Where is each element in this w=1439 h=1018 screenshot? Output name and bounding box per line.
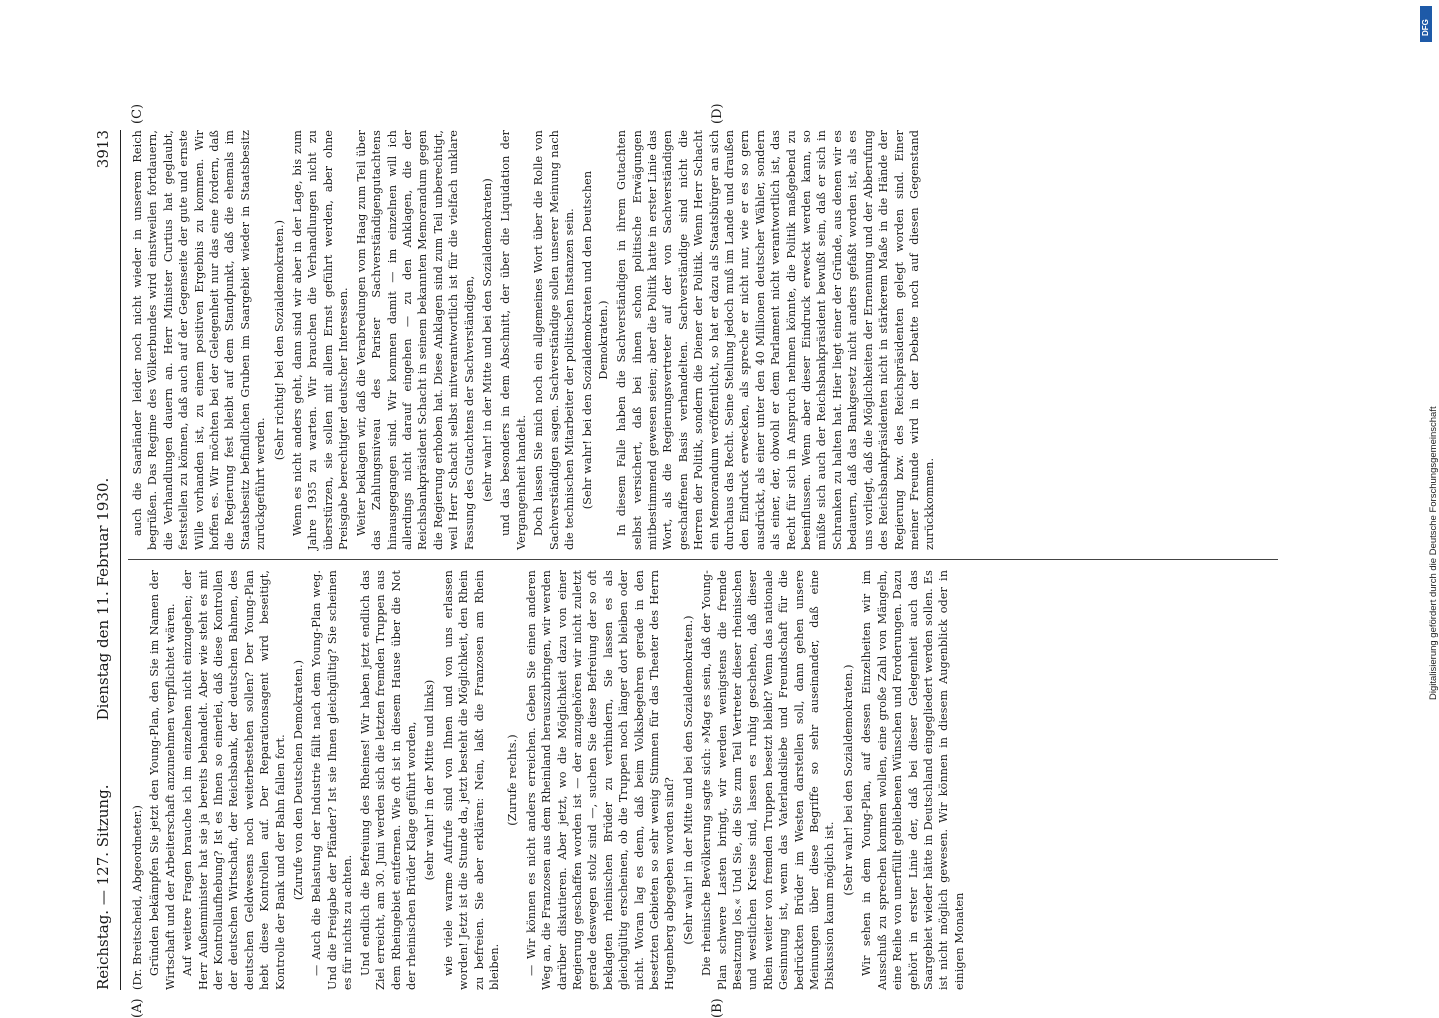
header-date: Dienstag den 11. Februar 1930. — [94, 477, 112, 721]
interjection: (sehr wahr! in der Mitte und links) — [423, 679, 437, 881]
column-left — [130, 570, 969, 990]
paragraph: wie viele warme Aufrufe sind von Ihnen und von uns erlassen worden! Jetzt ist die Stunde da, jetzt besteht die Möglichkeit, den Rhein zu befreien. Sie aber erklären: Nein, laßt die Franzosen am Rhein bleiben. — [441, 570, 501, 990]
paragraph: und das besonders in dem Abschnitt, der über die Liquidation der Vergangenheit handelt. — [499, 130, 528, 550]
paragraph: Die rheinische Bevölkerung sagte sich: »Mag es sein, daß der Young-Plan schwere Lasten bringt, wir werden wenigstens die fremde Besatzung los.« Und Sie, die Sie zum Teil Vertreter dieser rheinischen und westlichen Kreise sind, lassen es ruhig geschehen, daß dieser Rhein weiter von fremden Truppen besetzt bleibt? Wenn das nationale Gesinnung ist, wenn das Vaterlandsliebe und Freundschaft für die bedrückten Brüder im Westen darstellen soll, dann gehen unsere Meinungen über diese Begriffe so sehr auseinander, daß eine Diskussion kaum möglich ist. — [700, 570, 837, 990]
header-rule — [120, 130, 121, 990]
speaker-line: (Dr. Breitscheid, Abgeordneter.) — [131, 805, 144, 990]
dfg-credit: Digitalisierung gefördert durch die Deutsche Forschungsgemeinschaft — [1428, 406, 1439, 700]
paragraph: In diesem Falle haben die Sachverständigen in ihrem Gutachten selbst versichert, daß bei ihnen schon politische Erwägungen mitbestimmend gewesen seien; aber die Politik hatte in erster Linie das Wort, als die Regierungsvertreter auf der von Sachverständigen geschaffenen Basis verhandelten. Sachverständige sind nicht die Herren der Politik, sondern die Diener der Politik. Wenn Herr Schacht ein Memorandum veröffentlicht, so hat er dazu als Staatsbürger an sich durchaus das Recht. Seine Stellung jedoch muß im Lande und draußen den Eindruck erwecken, als spreche er nicht nur, wie er es so gern ausdrückt, als einer unter den 40 Millionen deutscher Wähler, sondern als einer, der, obwohl er dem Parlament nicht verantwortlich ist, das Recht für sich in Anspruch nehmen könnte, die Politik maßgebend zu beeinflussen. Wenn aber dieser Eindruck erweckt werden kann, so müßte sich auch der Reichsbankpräsident bewußt sein, daß er sich in Schranken zu halten hat. Hier liegt einer der Gründe, aus denen wir es bedauern, daß das Bankgesetz nicht anders gefaßt worden ist, als es uns vorliegt, daß die Möglichkeiten der Ernennung und der Abberufung des Reichsbankpräsidenten nicht in stärkerem Maße in die Hände der Regierung bzw. des Reichspräsidenten gelegt worden sind. Einer meiner Freunde wird in der Debatte noch auf diesen Gegenstand zurückkommen. — [615, 130, 937, 550]
interjection: (Sehr wahr! bei den Sozialdemokraten und den Deutschen Demokraten.) — [581, 170, 610, 510]
paragraph: Gründen bekämpfen Sie jetzt den Young-Plan, den Sie im Namen der Wirtschaft und der Arbeiterschaft anzunehmen verpflichtet wären. — [148, 570, 177, 990]
margin-mark-b: (B) — [710, 998, 725, 1018]
paragraph: Und endlich die Befreiung des Rheines! Wir haben jetzt endlich das Ziel erreicht, am 30. Juni werden sich die letzten fremden Truppen aus dem Rheingebiet entfernen. Wie oft ist in diesem Hause über die Not der rheinischen Brüder Klage geführt worden, — [358, 570, 418, 990]
interjection: (Sehr wahr! in der Mitte und bei den Sozialdemokraten.) — [681, 615, 695, 945]
paragraph: Weiter beklagen wir, daß die Verabredungen vom Haag zum Teil über das Zahlungsniveau des Pariser Sachverständigengutachtens hinausgegangen sind. Wir kommen damit — im einzelnen will ich allerdings nicht darauf eingehen — zu den Anklagen, die der Reichsbankpräsident Schacht in seinem bekannten Memorandum gegen die Regierung erhoben hat. Diese Anklagen sind zum Teil unberechtigt, weil Herr Schacht selbst mitverantwortlich ist für die vielfach unklare Fassung des Gutachtens der Sachverständigen, — [354, 130, 476, 550]
dfg-logo-text: DFG — [1421, 19, 1430, 36]
margin-mark-c: (C) — [130, 103, 145, 124]
paragraph: auch die Saarländer leider noch nicht wieder in unserem Reich begrüßen. Das Regime des Völkerbundes wird einstweilen fortdauern, die Verhandlungen dauern an. Herr Minister Curtius hat geglaubt, feststellen zu können, daß auch auf der Gegenseite der gute und ernste Wille vorhanden ist, zu einem positiven Ergebnis zu kommen. Wir hoffen es. Wir möchten bei der Gelegenheit nur das eine fordern, daß die Regierung fest bleibt auf dem Standpunkt, daß die ehemals im Staatsbesitz befindlichen Gruben im Saargebiet wieder in Staatsbesitz zurückgeführt werden. — [131, 130, 268, 550]
page-number: 3913 — [94, 130, 112, 169]
rotated-page — [90, 103, 1330, 1018]
column-divider — [128, 559, 1278, 560]
interjection: (Zurufe rechts.) — [506, 734, 520, 826]
margin-mark-a: (A) — [130, 998, 145, 1018]
column-right — [130, 130, 940, 550]
header-right — [94, 130, 112, 720]
paragraph: Doch lassen Sie mich noch ein allgemeines Wort über die Rolle von Sachverständigen sagen. Sachverständige sollen unserer Meinung nach die technischen Mitarbeiter der politischen Instanzen sein. — [532, 130, 576, 550]
interjection: (Sehr richtig! bei den Sozialdemokraten.) — [272, 219, 286, 461]
paragraph: Auf weitere Fragen brauche ich im einzelnen nicht einzugehen; der Herr Außenminister hat sie ja bereits behandelt. Aber wie steht es mit der Kontrollaufhebung? Ist es Ihnen so einerlei, daß diese Kontrollen der deutschen Wirtschaft, der Reichsbank, der deutschen Bahnen, des deutschen Geldwesens noch weiterbestehen sollen? Der Young-Plan hebt diese Kontrollen auf. Der Reparationsagent wird beseitigt, Kontrolle der Bank und der Bahn fallen fort. — [181, 570, 287, 990]
paragraph: — Wir können es nicht anders erreichen. Geben Sie einen anderen Weg an, die Franzosen aus dem Rheinland herauszubringen, wir werden darüber diskutieren. Aber jetzt, wo die Möglichkeit dazu von einer Regierung geschaffen worden ist — der anzugehören wir nicht zuletzt gerade deswegen stolz sind —, suchen Sie diese Befreiung der so oft beklagten rheinischen Brüder zu verhindern, Sie lassen es als gleichgültig erscheinen, ob die Truppen noch länger dort bleiben oder nicht. Woran lag es denn, daß beim Volksbegehren gerade in den besetzten Gebieten so sehr wenig Stimmen für das Theater des Herrn Hugenberg abgegeben worden sind? — [524, 570, 677, 990]
header-left: Reichstag. — 127. Sitzung. — [94, 784, 112, 990]
paragraph: — Auch die Belastung der Industrie fällt nach dem Young-Plan weg. Und die Freigabe der Pfänder? Ist sie Ihnen gleichgültig? Sie scheinen es für nichts zu achten. — [310, 570, 355, 990]
interjection: (Zurufe von den Deutschen Demokraten.) — [292, 659, 306, 901]
paragraph: Wir sehen in dem Young-Plan, auf dessen Einzelheiten wir im Ausschuß zu sprechen kommen wollen, eine große Zahl von Mängeln, eine Reihe von unerfüllt gebliebenen Wünschen und Forderungen. Dazu gehört in erster Linie der, daß bei dieser Gelegenheit auch das Saargebiet wieder hätte in Deutschland eingegliedert werden sollen. Es ist nicht möglich gewesen. Wir können in diesem Augenblick oder in einigen Monaten — [860, 570, 966, 990]
interjection: (Sehr wahr! bei den Sozialdemokraten.) — [841, 664, 855, 896]
paragraph: Wenn es nicht anders geht, dann sind wir aber in der Lage, bis zum Jahre 1935 zu warten. Wir brauchen die Verhandlungen nicht zu überstürzen, sie sollen mit allem Ernst geführt werden, aber ohne Preisgabe berechtigter deutscher Interessen. — [291, 130, 351, 550]
interjection: (sehr wahr! in der Mitte und bei den Sozialdemokraten) — [480, 178, 494, 502]
running-header — [90, 130, 118, 990]
margin-mark-d: (D) — [710, 103, 725, 124]
